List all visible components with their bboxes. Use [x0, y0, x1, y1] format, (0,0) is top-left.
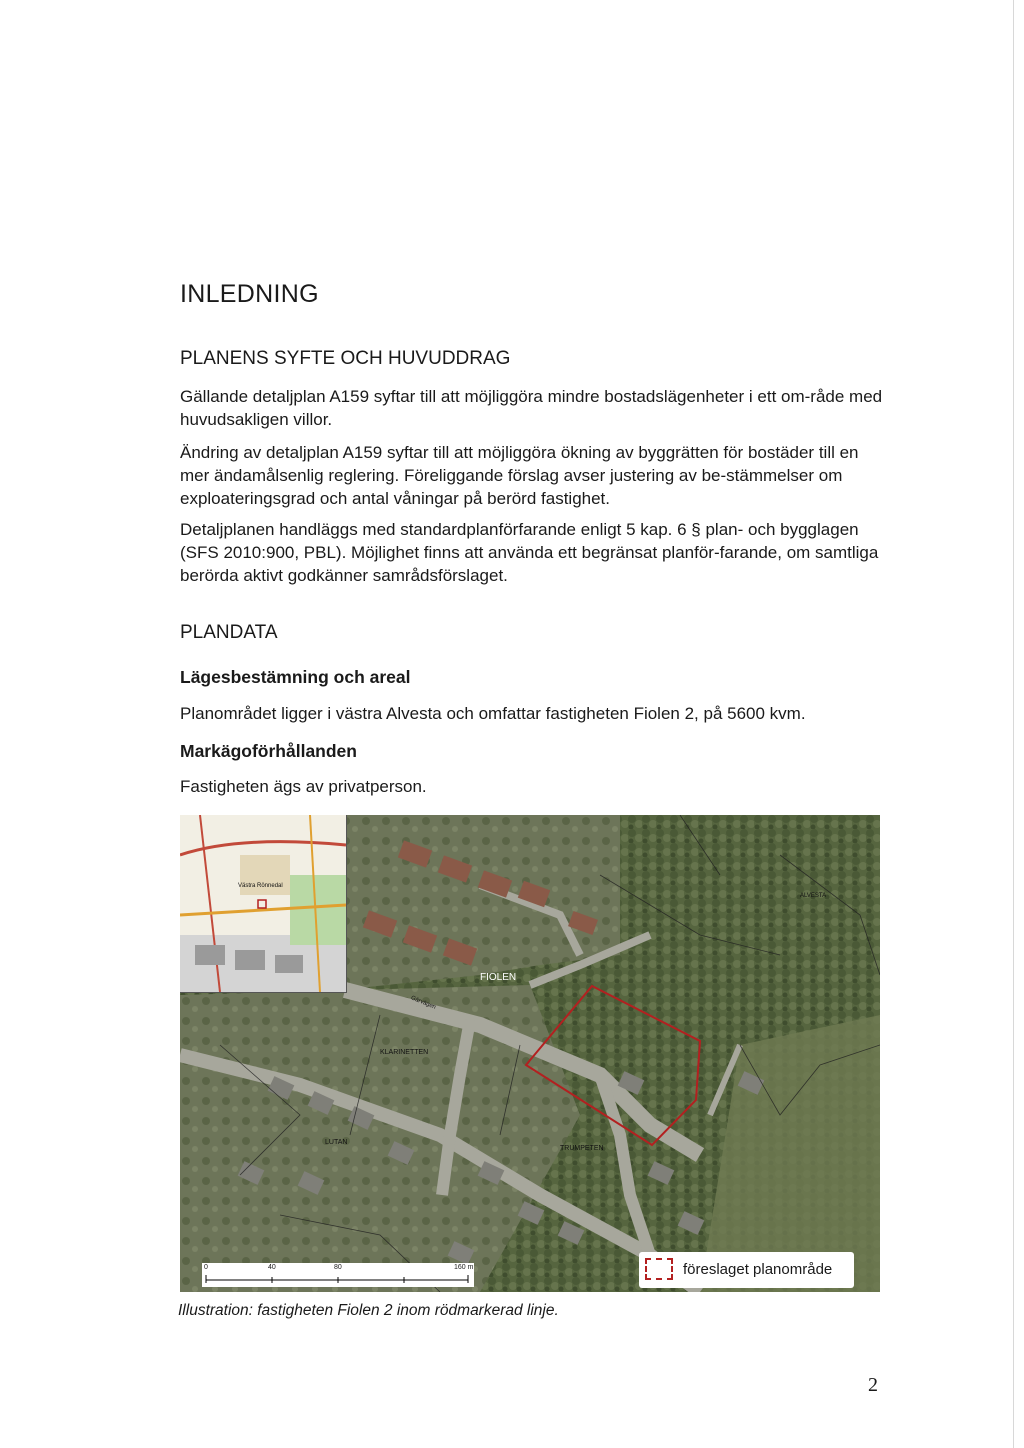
section-title-syfte: PLANENS SYFTE OCH HUVUDDRAG: [180, 348, 511, 369]
paragraph-2: Ändring av detaljplan A159 syftar till att möjliggöra ökning av byggrätten för bostäder till en mer ändamålsenlig reglering. Föreliggande förslag avser justering av be-stämmelser om exploateringsgrad och antal våningar på berörd fastighet.: [180, 443, 859, 508]
aerial-map: [180, 815, 880, 1292]
page-heading: INLEDNING: [180, 280, 319, 308]
location-inset-graphic: [180, 815, 346, 992]
paragraph-markagare: Fastigheten ägs av privatperson.: [180, 777, 427, 796]
subsection-title-lage: Lägesbestämning och areal: [180, 667, 411, 687]
label-klarinetten: KLARINETTEN: [380, 1049, 429, 1056]
scale-tick-0: 0: [204, 1264, 208, 1271]
label-vastra-ronnedal: Västra Rönnedal: [238, 883, 283, 889]
label-alvesta: ALVESTA: [800, 893, 827, 899]
location-inset-map: [180, 815, 347, 993]
paragraph-3: Detaljplanen handläggs med standardplanförfarande enligt 5 kap. 6 § plan- och bygglagen (SFS 2010:900, PBL). Möjlighet finns att använda ett begränsat planför-farande, om samtliga berörda aktivt godkänner samrådsförslaget.: [180, 520, 879, 585]
legend-dashed-boundary-icon: [645, 1258, 673, 1280]
page-edge: [1013, 0, 1014, 1448]
subsection-title-markagare: Markägoförhållanden: [180, 741, 357, 761]
label-lutan: LUTAN: [325, 1139, 348, 1146]
page-number: 2: [868, 1374, 878, 1396]
scale-tick-80: 80: [334, 1264, 342, 1271]
legend-label: föreslaget planområde: [683, 1261, 833, 1278]
scale-tick-160: 160 m: [454, 1264, 474, 1271]
paragraph-lage: Planområdet ligger i västra Alvesta och omfattar fastigheten Fiolen 2, på 5600 kvm.: [180, 704, 806, 723]
label-trumpeten: TRUMPETEN: [560, 1145, 604, 1152]
figure-caption: Illustration: fastigheten Fiolen 2 inom rödmarkerad linje.: [178, 1302, 559, 1319]
scale-tick-40: 40: [268, 1264, 276, 1271]
scale-bar: [202, 1263, 474, 1287]
label-fiolen: FIOLEN: [480, 972, 517, 983]
label-garvagen: Gärvägen: [409, 995, 437, 1011]
section-title-plandata: PLANDATA: [180, 622, 278, 643]
map-legend: [639, 1252, 854, 1288]
paragraph-1: Gällande detaljplan A159 syftar till att möjliggöra mindre bostadslägenheter i ett om-råde med huvudsakligen villor.: [180, 387, 883, 429]
